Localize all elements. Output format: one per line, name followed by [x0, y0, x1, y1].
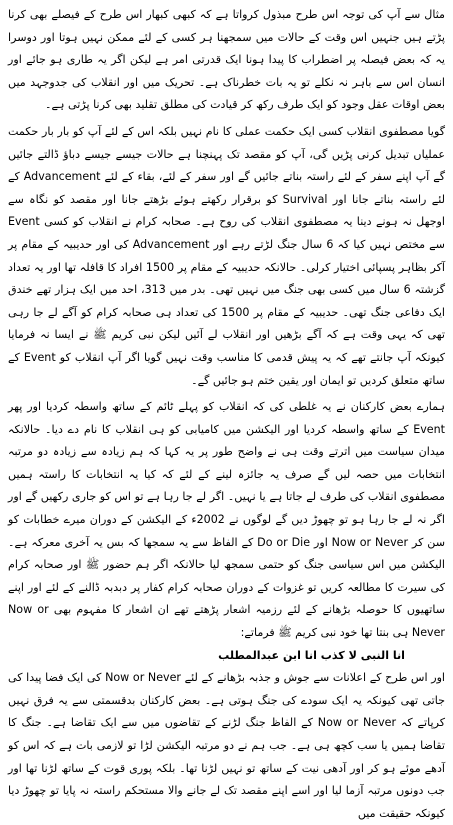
- quote-line: انا النبی لا کذب انا ابن عبدالمطلب: [218, 648, 405, 662]
- paragraph-strategy: گویا مصطفوی انقلاب کسی ایک حکمت عملی کا نام نہیں بلکہ اس کے لئے آپ کو بار بار حکمت عملیاں تبدیل کرنی پڑیں گی، آپ کو مقصد تک پہنچنا ہے حالات جیسے جیسے دباؤ ڈالتے جائیں گے آپ اپنے سفر کے لئے راستہ بناتے جائیں گے اور سفر کے لئے، بقاء کے لئے Advancement کے لئے راستہ بناتے جانا اور Survival کو برقرار رکھتے ہوئے بڑھتے جانا اور مقصد کو نگاہ سے اوجھل نہ ہونے دینا یہ مصطفوی انقلاب کی روح ہے۔ صحابہ کرام نے انقلاب کو کسی Event سے مختص نہیں کیا کہ 6 سال جنگ لڑتے رہے اور Advancement کی اور حدیبیہ کے مقام پر آکر بظاہر پسپائی اختیار کرلی۔ حالانکہ حدیبیہ کے مقام پر 1500 افراد کا قافلہ تھا اور یہ تعداد گزشتہ 6 سال میں کسی بھی جنگ میں نہیں تھی۔ بدر میں 313، احد میں ایک ہزار تھے خندق ایک دفاعی جنگ تھی۔ حدیبیہ کے مقام پر 1500 کی تعداد ہی صحابہ کرام کو آگے لے جا رہی تھی کہ یہی وقت ہے کہ آگے بڑھیں اور انقلاب لے آئیں لیکن نبی کریم ﷺ نے ایسا نہ فرمایا کیونکہ آپ جانتے تھے کہ یہ پیش قدمی کا مناسب وقت نہیں گویا اگر آپ انقلاب کو Event کے ساتھ متعلق کردیں تو ایمان اور یقین ختم ہو جائیں گے۔: [8, 124, 446, 387]
- paragraph-opening: مثال سے آپ کی توجہ اس طرح مبذول کرواتا ہے کہ کبھی کبھار اس طرح کے فیصلے بھی کرنا پڑتے ہیں جنہیں اس وقت کے حالات میں سمجھنا ہر کسی کے لئے ممکن نہیں ہوتا اور دوسرا یہ کہ بعض فیصلہ پر اضطراب کا پیدا ہونا ایک قدرتی امر ہے لیکن اگر یہ طاری ہو جائے اور انسان اس سے باہر نہ نکلے تو یہ بات خطرناک ہے۔ تحریک میں اور انقلاب کی جدوجہد میں بعض اوقات عقل وجود کو ایک طرف رکھ کر قیادت کی مطلق تقلید بھی کرنا پڑتی ہے۔: [8, 8, 445, 112]
- paragraph-elections: ہمارے بعض کارکنان نے یہ غلطی کی کہ انقلاب کو پہلے ٹائم کے ساتھ واسطہ کردیا اور پھر Event کے ساتھ واسطہ کردیا اور الیکشن میں کامیابی کو ہی انقلاب کا نام دے دیا۔ حالانکہ میدان سیاست میں اترتے وقت ہی نے واضح طور پر یہ کہا کہ ہم زیادہ سے زیادہ دو مرتبہ انتخابات میں حصہ لیں گے صرف یہ جائزہ لینے کے لئے کہ کیا یہ انتخابات کا راستہ ہمیں مصطفوی انقلاب کی طرف لے جاتا ہے یا نہیں۔ اگر لے جا رہا ہے تو اس کو جاری رکھیں گے اور اگر نہ لے جا رہا ہو تو چھوڑ دیں گے لوگوں نے 2002ء کے الیکشن کے دوران میرے خطابات کو سن کر Now or Never اور Do or Die کے الفاظ سے یہ سمجھا کہ بس یہ آخری معرکہ ہے۔ الیکشن میں اس سیاسی جنگ کو حتمی سمجھ لیا حالانکہ اگر ہم حضور ﷺ اور صحابہ کرام کی سیرت کا مطالعہ کریں تو غزوات کے دوران صحابہ کرام کفار پر دبدبہ ڈالنے کے لئے اور اپنے ساتھیوں کا حوصلہ بڑھانے کے لئے رزمیہ اشعار پڑھتے تھے ان اشعار کا مفہوم بھی Now or Never ہی بنتا تھا خود نبی کریم ﷺ فرماتے:: [8, 400, 445, 640]
- paragraph-closing: اور اس طرح کے اعلانات سے جوش و جذبہ بڑھانے کے لئے Now or Never کی ایک فضا پیدا کی جاتی تھی کیونکہ یہ ایک سودے کی جنگ ہوتی ہے۔ بعض کارکنان بدقسمتی سے یہ فرق نہیں کرپاتے کہ Now or Never کے الفاظ جنگ لڑنے کے تقاضوں میں سے ایک تقاضا ہے۔ جنگ کا تقاضا ہمیں یا سب کچھ ہی ہے۔ جب ہم نے دو مرتبہ الیکشن لڑا تو لازمی بات ہے کہ اس کو آدھے موئے ہو کر اور آدھی نیت کے ساتھ تو نہیں لڑنا تھا۔ بلکہ پوری قوت کے ساتھ لڑنا تھا اور جب دونوں مرتبہ آزما لیا اور اسے اپنے مقصد تک لے جانے والا مستحکم راستہ نہ پایا تو چھوڑ دیا کیونکہ حقیقت میں: [8, 671, 446, 820]
